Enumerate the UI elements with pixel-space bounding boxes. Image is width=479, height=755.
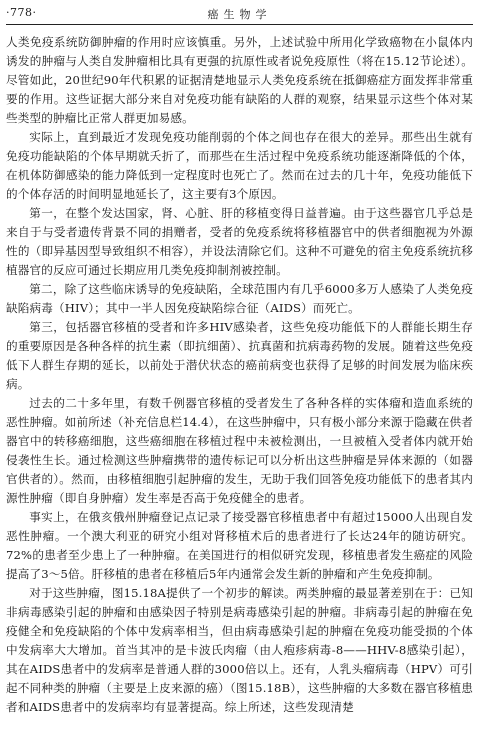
paragraph: 实际上，直到最近才发现免疫功能削弱的个体之间也存在很大的差异。那些出生就有免疫功能缺陷的个体早期就夭折了，而那些在生活过程中免疫系统功能逐渐降低的个体，在机体防御感染的能力降低到一定程度时也死亡了。然而在过去的几十年，免疫功能低下的个体存活的时间明显地延长了，这主要有3个原因。 xyxy=(6,130,473,201)
paragraph: 第二，除了这些临床诱导的免疫缺陷，全球范围内有几乎6000多万人感染了人类免疫缺陷病毒（HIV）；其中一半人因免疫缺陷综合征（AIDS）而死亡。 xyxy=(6,282,473,315)
paragraph: 第三，包括器官移植的受者和许多HIV感染者，这些免疫功能低下的人群能长期生存的重要原因是各种各样的抗生素（即抗细菌）、抗真菌和抗病毒药物的发展。随着这些免疫低下人群生存期的延长，以前处于潜伏状态的癌前病变也获得了足够的时间发展为临床疾病。 xyxy=(6,320,473,391)
page-number: ·778· xyxy=(6,6,37,19)
page-header xyxy=(0,0,479,26)
paragraph: 事实上，在俄亥俄州肿瘤登记点记录了接受器官移植患者中有超过15000人出现自发恶性肿瘤。一个澳大利亚的研究小组对肾移植术后的患者进行了长达24年的随访研究。72%的患者至少患上了一种肿瘤。在美国进行的相似研究发现，移植患者发生癌症的风险提高了3～5倍。肝移植的患者在移植后5年内通常会发生新的肿瘤和产生免疫抑制。 xyxy=(6,510,473,581)
paragraph: 人类免疫系统防御肿瘤的作用时应该慎重。另外，上述试验中所用化学致癌物在小鼠体内诱发的肿瘤与人类自发肿瘤相比具有更强的抗原性或者说免疫原性（将在15.12节论述）。尽管如此，20世纪90年代积累的证据清楚地显示人类免疫系统在抵御癌症方面发挥非常重要的作用。这些证据大部分来自对免疫功能有缺陷的人群的观察，结果显示这些个体对某些类型的肿瘤比正常人群更加易感。 xyxy=(6,35,473,125)
running-title: 癌生物学 xyxy=(207,8,272,21)
paragraph: 第一，在整个发达国家，肾、心脏、肝的移植变得日益普遍。由于这些器官几乎总是来自于与受者遗传背景不同的捐赠者，受者的免疫系统将移植器官中的供者细胞视为外源性的（即异基因型导致组织不相容），并设法清除它们。这种不可避免的宿主免疫系统抗移植器官的反应可通过长期应用几类免疫抑制剂被控制。 xyxy=(6,206,473,277)
paragraph: 过去的二十多年里，有数千例器官移植的受者发生了各种各样的实体瘤和造血系统的恶性肿瘤。如前所述（补充信息栏14.4），在这些肿瘤中，只有极小部分来源于隐藏在供者器官中的转移癌细胞，这些癌细胞在移植过程中未被检测出，一旦被植入受者体内就开始侵袭性生长。通过检测这些肿瘤携带的遗传标记可以分析出这些肿瘤是异体来源的（如器官供者的）。然而，由移植细胞引起肿瘤的发生，无助于我们回答免疫功能低下的患者其内源性肿瘤（即自身肿瘤）发生率是否高于免疫健全的患者。 xyxy=(6,396,473,505)
body-text xyxy=(6,33,473,717)
paragraph: 对于这些肿瘤，图15.18A提供了一个初步的解读。两类肿瘤的最显著差别在于：已知非病毒感染引起的肿瘤和由感染因子特别是病毒感染引起的肿瘤。非病毒引起的肿瘤在免疫健全和免疫缺陷的个体中发病率相当，但由病毒感染引起的肿瘤在免疫功能受损的个体中发病率大大增加。首当其冲的是卡波氏肉瘤（由人疱疹病毒-8——HHV-8感染引起），其在AIDS患者中的发病率是普通人群的3000倍以上。还有，人乳头瘤病毒（HPV）可引起不同种类的肿瘤（主要是上皮来源的癌）（图15.18B），这些肿瘤的大多数在器官移植患者和AIDS患者中的发病率均有显著提高。综上所述，这些发现清楚 xyxy=(6,586,473,714)
header-rule xyxy=(6,24,473,25)
